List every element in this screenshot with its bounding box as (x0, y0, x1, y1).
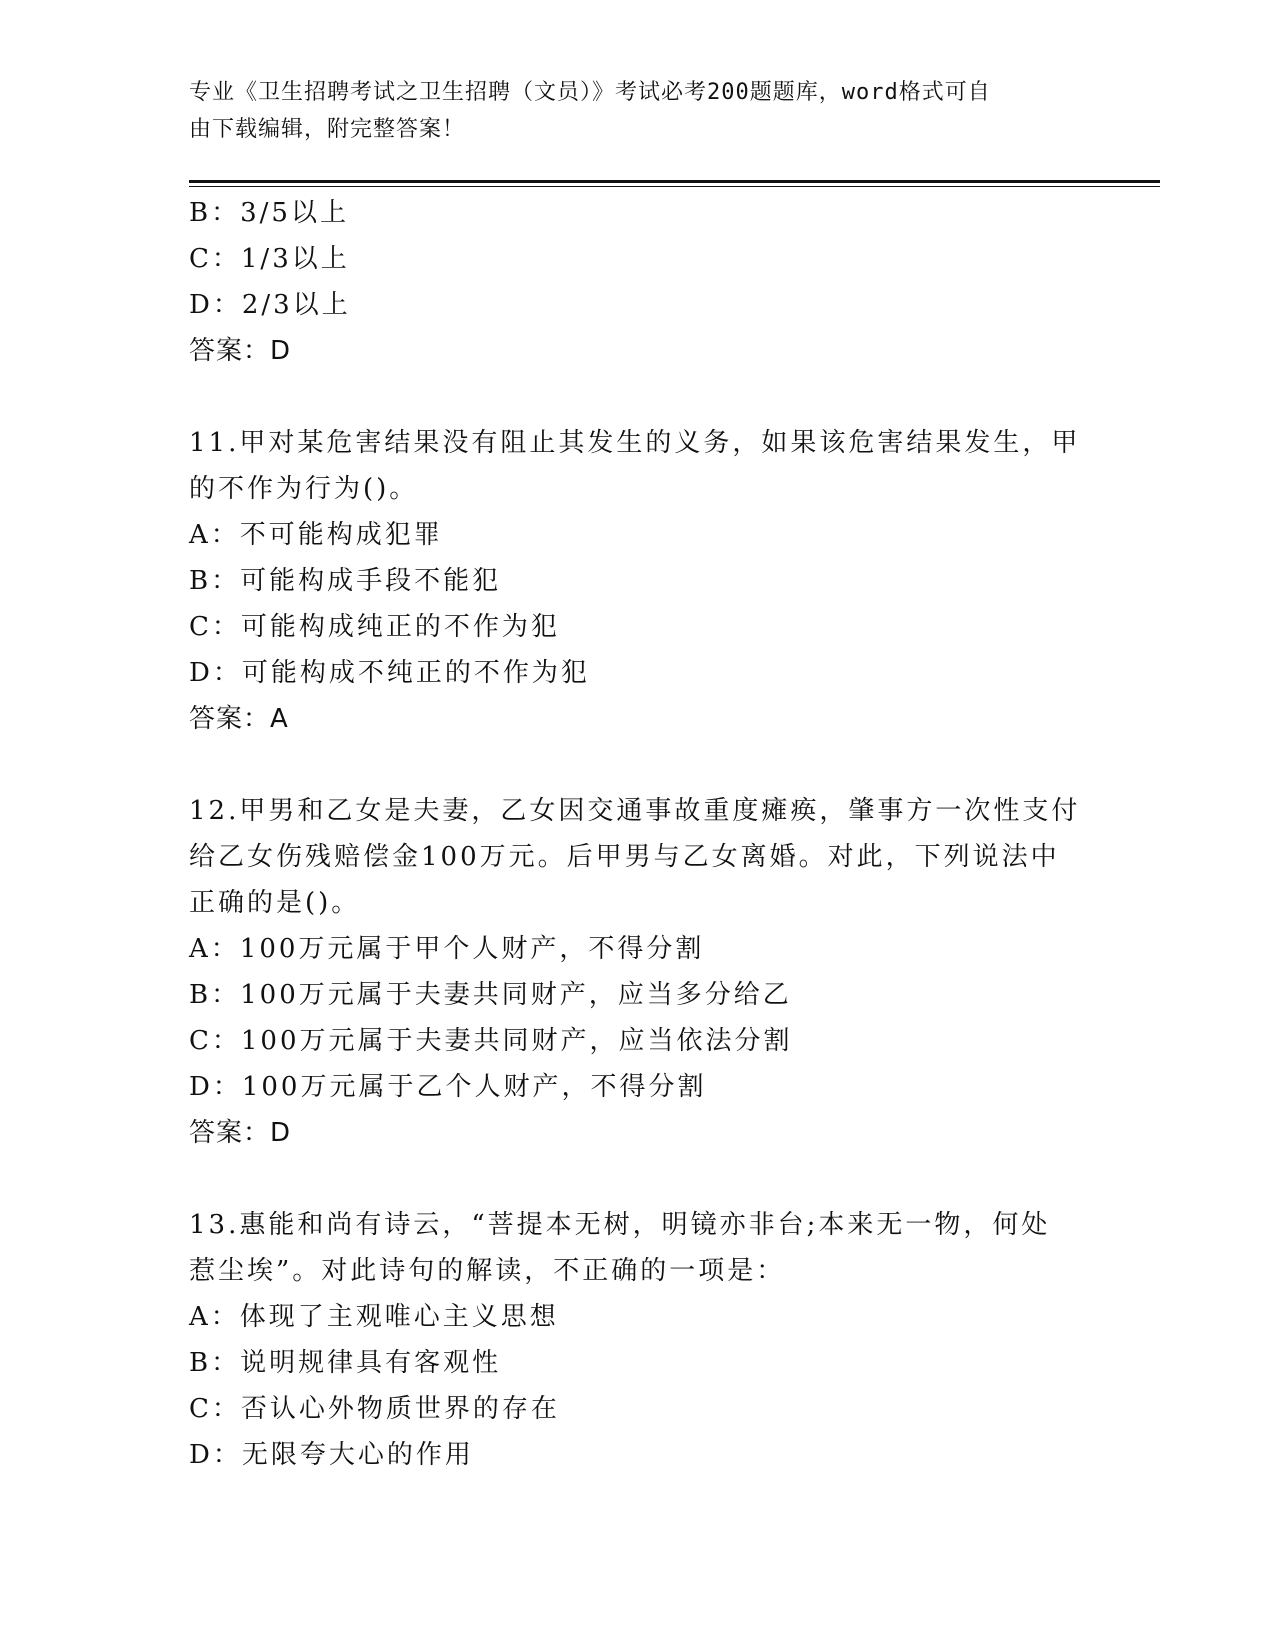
question-stem-line: 正确的是()。 (189, 888, 361, 918)
option-a: A：不可能构成犯罪 (189, 520, 443, 550)
option-b: B：3/5以上 (189, 198, 349, 228)
question-stem-line: 11.甲对某危害结果没有阻止其发生的义务，如果该危害结果发生，甲 (189, 428, 1081, 458)
header-line-1: 专业《卫生招聘考试之卫生招聘（文员）》考试必考200题题库，word格式可自 (189, 80, 991, 105)
option-d: D：可能构成不纯正的不作为犯 (189, 658, 590, 688)
question-stem-line: 给乙女伤残赔偿金100万元。后甲男与乙女离婚。对此，下列说法中 (189, 842, 1060, 872)
question-content (189, 190, 1081, 1478)
option-b: B：说明规律具有客观性 (189, 1348, 502, 1378)
document-header (189, 74, 1069, 148)
question-10-continued (189, 190, 1069, 374)
option-b: B：100万元属于夫妻共同财产，应当多分给乙 (189, 980, 792, 1010)
header-line-2: 由下载编辑，附完整答案！ (189, 117, 466, 142)
answer-line: 答案：A (189, 704, 289, 734)
option-b: B：可能构成手段不能犯 (189, 566, 502, 596)
question-12 (189, 788, 1081, 1156)
header-divider-thin (189, 186, 1160, 187)
question-stem-line: 的不作为行为()。 (189, 474, 419, 504)
option-c: C：100万元属于夫妻共同财产，应当依法分割 (189, 1026, 793, 1056)
question-stem-line: 13.惠能和尚有诗云，“菩提本无树，明镜亦非台;本来无一物，何处 (189, 1210, 1051, 1240)
option-a: A：体现了主观唯心主义思想 (189, 1302, 559, 1332)
option-d: D：100万元属于乙个人财产，不得分割 (189, 1072, 707, 1102)
question-stem-line: 12.甲男和乙女是夫妻，乙女因交通事故重度瘫痪，肇事方一次性支付 (189, 796, 1081, 826)
header-divider-thick (189, 180, 1160, 183)
option-c: C：否认心外物质世界的存在 (189, 1394, 560, 1424)
option-d: D：无限夸大心的作用 (189, 1440, 474, 1470)
answer-line: 答案：D (189, 1118, 292, 1148)
option-d: D：2/3以上 (189, 290, 351, 320)
question-stem-line: 惹尘埃”。对此诗句的解读，不正确的一项是： (189, 1256, 786, 1286)
option-a: A：100万元属于甲个人财产，不得分割 (189, 934, 705, 964)
option-c: C：可能构成纯正的不作为犯 (189, 612, 560, 642)
answer-line: 答案：D (189, 336, 292, 366)
question-11 (189, 420, 1081, 742)
question-13 (189, 1202, 1069, 1478)
option-c: C：1/3以上 (189, 244, 350, 274)
